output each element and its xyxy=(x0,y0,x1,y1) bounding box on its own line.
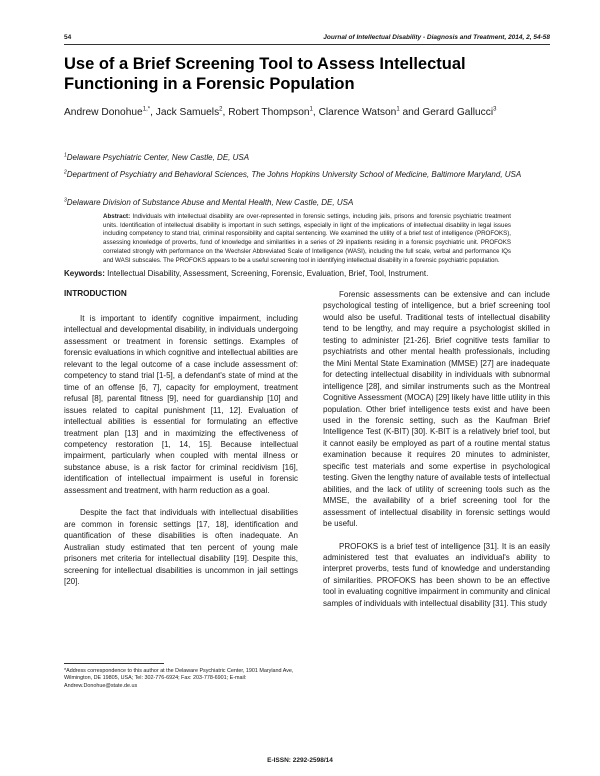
affiliation-text: Delaware Division of Substance Abuse and Mental Health, New Castle, DE, USA xyxy=(66,198,354,207)
paper-title: Use of a Brief Screening Tool to Assess Intellectual Functioning in a Forensic Population xyxy=(64,55,466,93)
affiliation-text: Department of Psychiatry and Behavioral Sciences, The Johns Hopkins University School of Medicine, Baltimore Maryland, USA xyxy=(66,170,522,179)
author-affiliation-marker: 1 xyxy=(309,106,313,113)
page-footer: E-ISSN: 2292-2598/14 xyxy=(267,757,333,764)
keywords-text: Intellectual Disability, Assessment, Screening, Forensic, Evaluation, Brief, Tool, Instrument. xyxy=(107,269,429,278)
right-column xyxy=(323,289,550,609)
affiliation-text: Delaware Psychiatric Center, New Castle, DE, USA xyxy=(66,153,250,162)
section-heading: INTRODUCTION xyxy=(64,289,127,298)
affiliation-marker: 1 xyxy=(64,152,67,159)
author-name: Robert Thompson xyxy=(228,107,310,118)
author-list: Andrew Donohue$^{1,*}$, Jack Samuels$^2$, Robert Thompson$^1$, Clarence Watson$^1$ and Gerard Gallucci$^3$ xyxy=(64,106,497,118)
author-name: Andrew Donohue xyxy=(64,107,143,118)
footnote-divider xyxy=(64,663,164,664)
body-paragraph: PROFOKS is a brief test of intelligence [31]. It is an easily administered test that evaluates an individual's ability to interpret proverbs, tests fund of knowledge and understanding of similarities. PROFOKS has been shown to be an effective tool in evaluating cognitive impairment in community and clinical samples of individuals with intellectual disability [31]. This study xyxy=(323,541,550,608)
abstract xyxy=(103,213,511,265)
correspondence-footnote: *Address correspondence to this author at the Delaware Psychiatric Center, 1901 Maryland Ave, Wilmington, DE 19805, USA; Tel: 302-776-6924; Fax: 203-778-6901; E-mail: Andrew.Donohue@state.de.us xyxy=(64,668,294,689)
abstract-label: Abstract: xyxy=(103,213,131,220)
affiliation-marker: 3 xyxy=(64,197,67,204)
body-paragraph: Forensic assessments can be extensive and can include psychological testing of intelligence, but a brief screening tool would also be useful. Traditional tests of intellectual disability tend to be lengthy, and may require a psychologist skilled in testing to administer [21-26]. Brief cognitive tests familiar to psychiatrists and other mental health professionals, including the Mini Mental State Examination (MMSE) [27] are inadequate for detecting intellectual disability in individuals with subnormal intelligence [28], and similar instruments such as the Montreal Cognitive Assessment (MOCA) [29] likely have little utility in this population. Other brief intelligence tests exist and have been used in the forensic setting, such as the Kaufman Brief Intelligence Test (K-BIT) [30]. K-BIT is a relatively brief tool, but it cannot easily be employed as part of a routine mental status examination because it requires 20 minutes to administer, specific test materials and some expertise in psychological testing. Given the lengthy nature of available tests of intellectual abilities, and the lack of utility of screening tools such as the MMSE, the availability of a brief screening tool for the assessment of intellectual disability in forensic settings would be useful. xyxy=(323,290,550,529)
author-affiliation-marker: 3 xyxy=(493,106,497,113)
affiliation-marker: 2 xyxy=(64,169,67,176)
header-divider xyxy=(64,44,550,45)
body-paragraph: It is important to identify cognitive impairment, including intellectual and developmental disability, in individuals undergoing assessment or treatment in forensic settings. Examples of forensic evaluations in which cognitive and intellectual abilities are relevant to the legal outcome of a case include assessment of: competency to stand trial [1-5], a defendant's state of mind at the time of an offense [6, 7], capacity for employment, treatment refusal [8], parental fitness [9], need for guardianship [10] and issues related to capital punishment [11, 12]. Evaluation of intellectual abilities is essential for formulating an effective treatment plan [13] and in maximizing the effectiveness of competency restoration [1, 14, 15]. Because intellectual impairment, particularly when coupled with mental illness or substance abuse, is a risk factor for criminal recidivism [16], identification of intellectual impairment is useful in forensic assessment and treatment, with harm reduction as a goal. xyxy=(64,314,298,495)
journal-citation: Journal of Intellectual Disability - Diagnosis and Treatment, 2014, 2, 54-58 xyxy=(323,34,550,41)
author-affiliation-marker: 1 xyxy=(396,106,400,113)
body-paragraph: Despite the fact that individuals with intellectual disabilities are common in forensic settings [17, 18], identification and quantification of these disabilities is often inadequate. An Australian study estimated that ten percent of young male prisoners met criteria for intellectual disability [19]. Despite this, screening for intellectual disabilities is uncommon in jail settings [20]. xyxy=(64,508,298,586)
author-affiliation-marker: 2 xyxy=(219,106,223,113)
keywords-label: Keywords: xyxy=(64,269,105,278)
author-affiliation-marker: 1,* xyxy=(142,106,151,113)
affiliation xyxy=(64,197,550,208)
left-column xyxy=(64,289,298,587)
author-name: Clarence Watson xyxy=(318,107,397,118)
keywords xyxy=(64,268,550,279)
page-number: 54 xyxy=(64,34,72,41)
running-header xyxy=(64,34,550,44)
author-name: Jack Samuels xyxy=(155,107,220,118)
abstract-text: Individuals with intellectual disability are over-represented in forensic settings, including jails, prisons and forensic psychiatric treatment units. Identification of intellectual disability is important in such settings, especially in light of the implications of intellectual disability in legal issues including competency to stand trial, criminal responsibility and capital sentencing. We examined the utility of a brief test of intelligence (PROFOKS), assessing knowledge of proverbs, fund of knowledge and similarities in a series of 29 inpatients residing in a forensic psychiatric unit. PROFOKS correlated strongly with performance on the Wechsler Abbreviated Scale of Intelligence (WASI), including the full scale, verbal and performance IQs and WASI subscales. The PROFOKS appears to be a useful screening tool in identifying intellectual disability in a forensic psychiatric population. xyxy=(103,213,511,264)
affiliation xyxy=(64,169,550,180)
affiliation xyxy=(64,152,550,163)
author-name: Gerard Gallucci xyxy=(422,107,494,118)
